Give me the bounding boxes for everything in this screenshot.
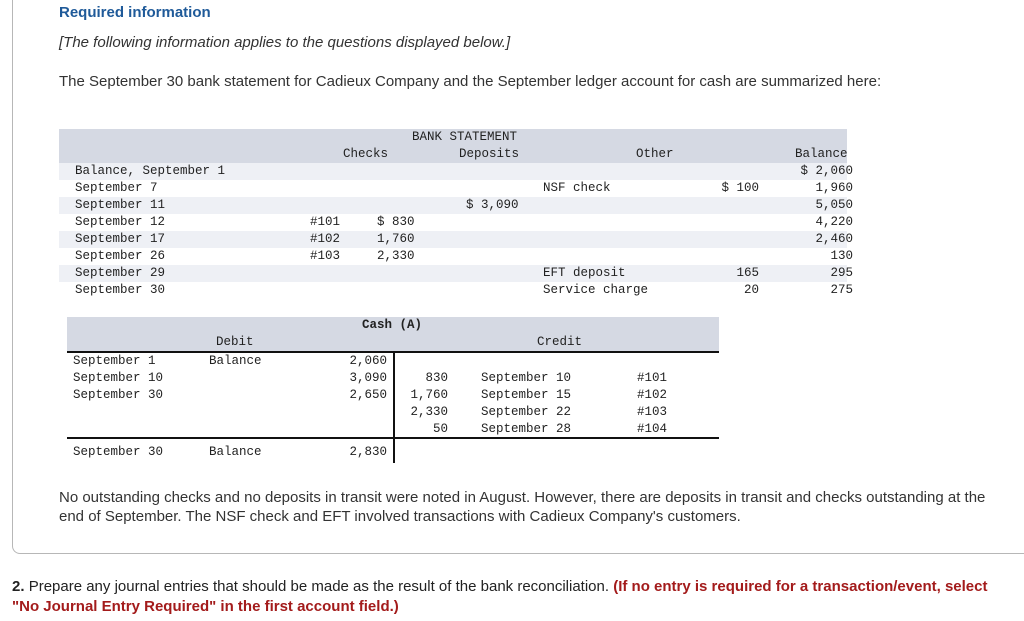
credit-row-ref: #103: [637, 405, 668, 419]
debit-row-amount: 2,650: [349, 388, 387, 402]
cash-account-title: Cash (A): [362, 318, 423, 332]
bank-row-check-number: #103: [310, 249, 341, 263]
bank-row-other-amount: 20: [743, 283, 759, 297]
bank-row-date: September 11: [75, 198, 166, 212]
deposits-column-header: Deposits: [459, 147, 520, 161]
row-stripe: [59, 231, 847, 248]
bank-row-balance: 1,960: [815, 181, 853, 195]
credit-row-amount: 50: [432, 422, 448, 436]
bank-row-balance: 295: [830, 266, 853, 280]
bank-row-check-number: #101: [310, 215, 341, 229]
bank-row-other-desc: NSF check: [543, 181, 611, 195]
bank-row-check-number: #102: [310, 232, 341, 246]
ending-balance-amount: 2,830: [349, 445, 387, 459]
debit-row-amount: 2,060: [349, 354, 387, 368]
bank-row-balance: 5,050: [815, 198, 853, 212]
closing-note: No outstanding checks and no deposits in transit were noted in August. However, there are deposits in transit and checks outstanding at the end of September. The NSF check and EFT involved transactions with Cadieux Company's customers.: [59, 489, 986, 525]
bank-row-deposit: $ 3,090: [466, 198, 519, 212]
bank-row-date: September 29: [75, 266, 166, 280]
credit-row-amount: 830: [425, 371, 448, 385]
bank-row-balance: 275: [830, 283, 853, 297]
required-information-title: Required information: [59, 4, 211, 21]
bank-row-date: Balance, September 1: [75, 164, 226, 178]
credit-header: Credit: [537, 335, 583, 349]
bank-statement-title: BANK STATEMENT: [412, 130, 518, 144]
debit-row-date: September 10: [73, 371, 164, 385]
debit-header: Debit: [216, 335, 254, 349]
credit-row-date: September 10: [481, 371, 572, 385]
debit-row-label: Balance: [209, 354, 262, 368]
credit-row-ref: #101: [637, 371, 668, 385]
bank-row-check-amount: 2,330: [377, 249, 415, 263]
credit-row-amount: 2,330: [410, 405, 448, 419]
row-stripe: [59, 197, 847, 214]
ending-balance-label: Balance: [209, 445, 262, 459]
question-2: [12, 577, 1002, 617]
balance-column-header: Balance: [795, 147, 848, 161]
other-column-header: Other: [636, 147, 674, 161]
credit-row-date: September 22: [481, 405, 572, 419]
credit-row-date: September 15: [481, 388, 572, 402]
credit-row-ref: #102: [637, 388, 668, 402]
bank-row-balance: 2,460: [815, 232, 853, 246]
question-text: Prepare any journal entries that should be made as the result of the bank reconciliation.: [28, 578, 610, 595]
credit-row-date: September 28: [481, 422, 572, 436]
bank-row-date: September 12: [75, 215, 166, 229]
bank-row-other-amount: $ 100: [721, 181, 759, 195]
t-account-center-rule: [393, 351, 395, 463]
bank-row-date: September 17: [75, 232, 166, 246]
bank-row-balance: $ 2,060: [800, 164, 853, 178]
credit-row-ref: #104: [637, 422, 668, 436]
bank-row-other-amount: 165: [736, 266, 759, 280]
bank-row-check-amount: $ 830: [377, 215, 415, 229]
debit-row-date: September 1: [73, 354, 156, 368]
debit-row-amount: 3,090: [349, 371, 387, 385]
bank-row-check-amount: 1,760: [377, 232, 415, 246]
question-instruction: (If no entry is required for a transaction/event, select "No Journal Entry Required" in the first account field.): [12, 578, 988, 615]
intro-paragraph: The September 30 bank statement for Cadieux Company and the September ledger account for cash are summarized here:: [59, 73, 882, 90]
question-number: 2.: [12, 578, 25, 595]
applies-note: [The following information applies to the questions displayed below.]: [59, 34, 511, 51]
credit-row-amount: 1,760: [410, 388, 448, 402]
bank-row-other-desc: EFT deposit: [543, 266, 626, 280]
bank-row-date: September 7: [75, 181, 158, 195]
bank-row-balance: 4,220: [815, 215, 853, 229]
bank-row-balance: 130: [830, 249, 853, 263]
ending-balance-date: September 30: [73, 445, 164, 459]
bank-row-date: September 26: [75, 249, 166, 263]
checks-column-header: Checks: [343, 147, 389, 161]
debit-row-date: September 30: [73, 388, 164, 402]
bank-row-other-desc: Service charge: [543, 283, 649, 297]
bank-row-date: September 30: [75, 283, 166, 297]
